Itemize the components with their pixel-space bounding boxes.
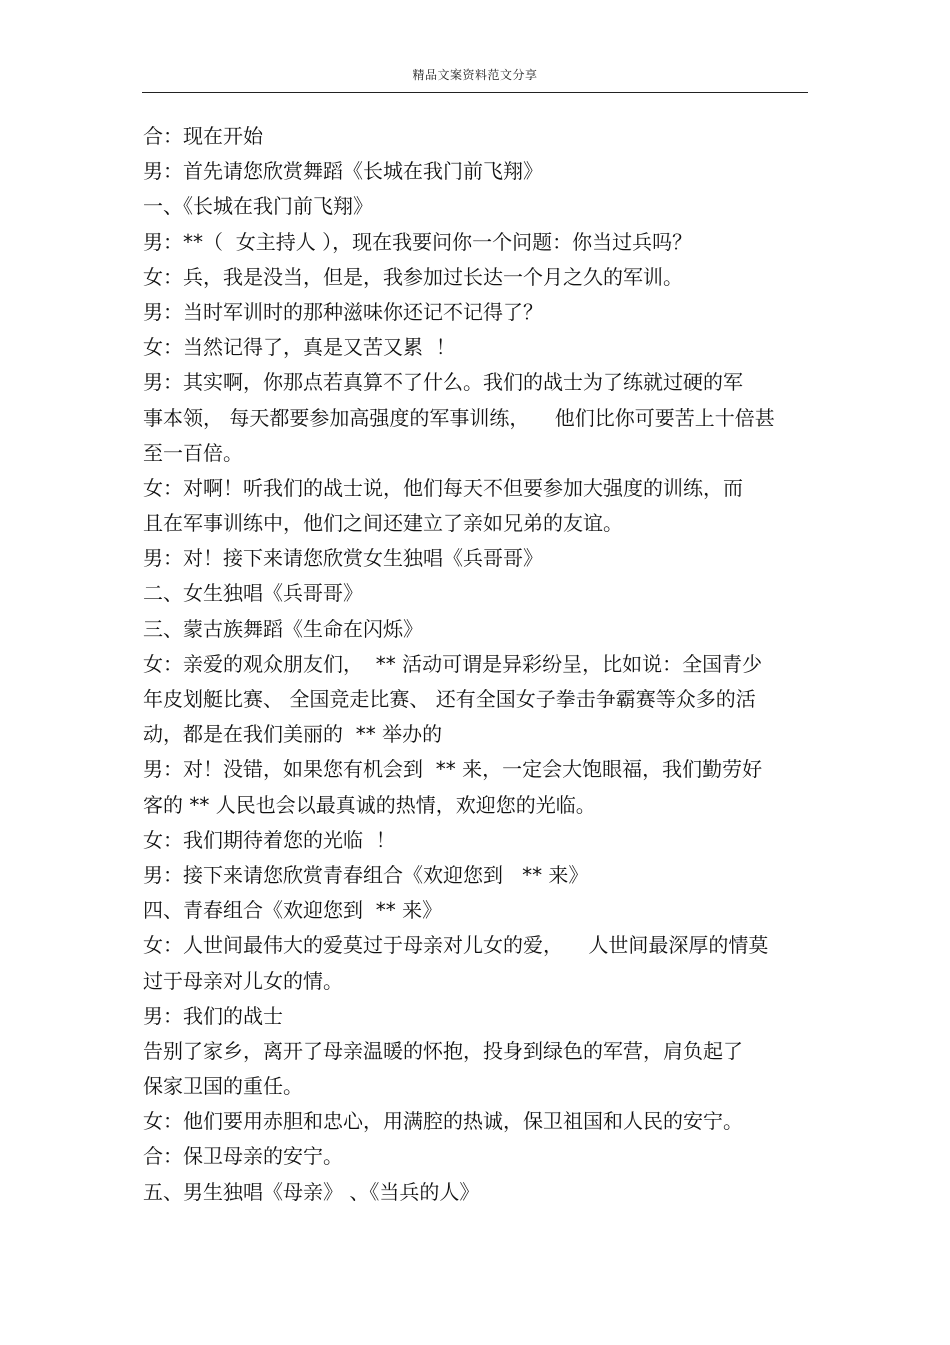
page-header	[142, 64, 808, 93]
text-line: 事本领， 每天都要参加高强度的军事训练， 他们比你可要苦上十倍甚	[143, 405, 775, 430]
text-line: 告别了家乡，离开了母亲温暖的怀抱，投身到绿色的军营，肩负起了	[143, 1038, 743, 1063]
document-body	[143, 119, 803, 1210]
text-line: 年皮划艇比赛、 全国竞走比赛、 还有全国女子拳击争霸赛等众多的活	[143, 687, 756, 711]
text-line: 动，都是在我们美丽的 ** 举办的	[143, 722, 443, 747]
text-line: 三、蒙古族舞蹈《生命在闪烁》	[143, 616, 423, 641]
text-line: 女：对啊！听我们的战士说，他们每天不但要参加大强度的训练，而	[143, 475, 743, 500]
text-line: 保家卫国的重任。	[143, 1074, 303, 1099]
text-line: 男：对！没错，如果您有机会到 ** 来，一定会大饱眼福，我们勤劳好	[143, 757, 763, 782]
text-line: 合：现在开始	[143, 124, 263, 148]
text-line: 女：亲爱的观众朋友们， ** 活动可谓是异彩纷呈，比如说：全国青少	[143, 651, 763, 676]
text-line: 五、男生独唱《母亲》 、《当兵的人》	[143, 1179, 480, 1204]
text-line: 男：我们的战士	[143, 1003, 283, 1028]
text-line: 合：保卫母亲的安宁。	[143, 1144, 343, 1169]
text-line: 男：其实啊，你那点若真算不了什么。我们的战士为了练就过硬的军	[143, 370, 743, 395]
text-line: 四、青春组合《欢迎您到 ** 来》	[143, 898, 443, 923]
text-line: 至一百倍。	[143, 440, 243, 465]
text-line: 女：当然记得了，真是又苦又累 ！	[143, 335, 456, 360]
text-line: 男：首先请您欣赏舞蹈《长城在我门前飞翔》	[143, 159, 543, 184]
text-line: 男：接下来请您欣赏青春组合《欢迎您到 ** 来》	[143, 862, 589, 887]
header-title: 精品文案资料范文分享	[412, 68, 538, 82]
text-line: 客的 ** 人民也会以最真诚的热情，欢迎您的光临。	[143, 792, 596, 817]
text-line: 女：兵，我是没当，但是，我参加过长达一个月之久的军训。	[143, 264, 683, 289]
text-line: 女：人世间最伟大的爱莫过于母亲对儿女的爱， 人世间最深厚的情莫	[143, 933, 769, 958]
text-line: 二、女生独唱《兵哥哥》	[143, 581, 363, 606]
text-line: 过于母亲对儿女的情。	[143, 968, 343, 993]
text-line: 且在军事训练中，他们之间还建立了亲如兄弟的友谊。	[143, 511, 623, 536]
text-line: 一、《长城在我门前飞翔》	[143, 194, 373, 219]
text-line: 男：**（ 女主持人 ），现在我要问你一个问题：你当过兵吗？	[143, 229, 693, 254]
text-line: 男：当时军训时的那种滋味你还记不记得了？	[143, 299, 543, 324]
text-line: 女：我们期待着您的光临 ！	[143, 827, 396, 852]
text-line: 男：对！接下来请您欣赏女生独唱《兵哥哥》	[143, 546, 543, 571]
text-line: 女：他们要用赤胆和忠心，用满腔的热诚，保卫祖国和人民的安宁。	[143, 1109, 743, 1134]
